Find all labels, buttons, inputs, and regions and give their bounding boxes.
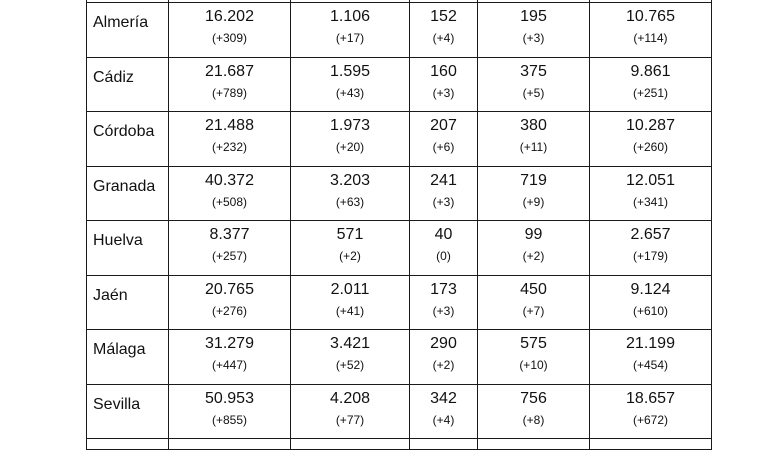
cell-value: 50.953: [205, 389, 254, 407]
table-cell: [291, 112, 410, 167]
cell-delta: (+4): [432, 412, 455, 427]
cell-value: 9.124: [630, 280, 671, 298]
cell-delta: (+672): [632, 412, 669, 427]
table-cell: [291, 221, 410, 276]
table-cell: [410, 275, 478, 330]
table-cell: [590, 166, 712, 221]
cell-delta: (+2): [432, 358, 455, 372]
table-cell: [410, 221, 478, 276]
table-cell: [169, 112, 291, 167]
table-cell: [410, 439, 478, 450]
table-cell: [478, 384, 590, 439]
cell-value: 8.377: [209, 226, 250, 243]
table-cell: [478, 330, 590, 385]
cell-delta: (+9): [522, 194, 545, 209]
cell-value: 290: [430, 335, 457, 352]
cell-value: 40.372: [205, 171, 254, 189]
cell-value: 1.973: [329, 117, 371, 134]
province-cell: [87, 221, 169, 276]
cell-delta: (+309): [211, 31, 248, 45]
table-cell: [590, 384, 712, 439]
province-cell: [87, 384, 169, 439]
cell-delta: (+52): [335, 358, 365, 372]
cell-value: 99: [524, 226, 543, 243]
table-row: [87, 221, 712, 276]
cell-value: 719: [520, 171, 547, 189]
cell-delta: (+454): [632, 358, 669, 372]
table-cell: [590, 221, 712, 276]
cell-value: 20.765: [205, 280, 254, 298]
province-name: Huelva: [93, 232, 143, 249]
cell-value: 756: [520, 389, 547, 407]
cell-delta: (+2): [339, 249, 361, 263]
cell-delta: (+447): [211, 358, 248, 372]
table-cell: [169, 275, 291, 330]
cell-delta: (+341): [632, 194, 669, 209]
province-cell: [87, 275, 169, 330]
cell-delta: (+179): [632, 249, 669, 263]
table-row: [87, 166, 712, 221]
table-cell: [410, 112, 478, 167]
province-name: Almería: [93, 14, 149, 31]
table-row: [87, 112, 712, 167]
table-cell: [291, 384, 410, 439]
table-row: [87, 384, 712, 439]
province-cell: [87, 3, 169, 58]
cell-delta: (+2): [522, 249, 545, 263]
province-cell: [87, 57, 169, 112]
cell-value: 21.687: [205, 62, 254, 80]
cell-delta: (+20): [335, 140, 365, 154]
cell-delta: (+43): [335, 85, 365, 100]
table-cell: [169, 57, 291, 112]
table-cell: [590, 112, 712, 167]
table-cell: [410, 330, 478, 385]
cell-value: 2.657: [630, 226, 671, 243]
cell-value: 10.287: [626, 117, 675, 134]
table-row: [87, 3, 712, 58]
cell-value: 575: [520, 335, 547, 352]
table-cell: [169, 384, 291, 439]
table-cell: [478, 57, 590, 112]
table-cell: [291, 3, 410, 58]
cell-delta: (+114): [633, 31, 668, 45]
cell-value: 12.051: [626, 171, 675, 189]
table-row: [87, 57, 712, 112]
cell-value: 1.595: [329, 62, 371, 80]
table-cell: [590, 275, 712, 330]
cell-value: 160: [430, 62, 457, 80]
cell-delta: (+3): [522, 31, 545, 45]
table-cell: [410, 166, 478, 221]
cell-value: 2.011: [330, 280, 370, 298]
cell-delta: (+3): [432, 85, 455, 100]
table-cell: [478, 439, 590, 450]
cell-value: 450: [520, 280, 547, 298]
table-cell: [590, 330, 712, 385]
province-name: Sevilla: [93, 395, 141, 413]
cell-value: 3.203: [329, 171, 371, 189]
province-stats-table: [86, 0, 712, 450]
cell-value: 31.279: [205, 335, 254, 352]
table-row: [87, 330, 712, 385]
table-footer-row-cut: [87, 439, 712, 450]
province-name: Córdoba: [93, 123, 155, 140]
cell-value: 9.861: [630, 62, 671, 80]
table-cell: [169, 166, 291, 221]
table-cell: [291, 330, 410, 385]
table-cell: [291, 275, 410, 330]
table-cell: [410, 384, 478, 439]
table-row: [87, 275, 712, 330]
table-cell: [478, 221, 590, 276]
cell-value: 375: [520, 62, 547, 80]
table-cell: [478, 3, 590, 58]
cell-value: 16.202: [205, 8, 254, 25]
table-cell: [590, 3, 712, 58]
cell-delta: (+7): [522, 303, 545, 318]
cell-delta: (+789): [211, 85, 248, 100]
province-name: Jaén: [93, 286, 128, 304]
table-cell: [169, 221, 291, 276]
table-cell: [291, 57, 410, 112]
table-cell: [169, 3, 291, 58]
cell-delta: (+508): [211, 194, 248, 209]
table-cell: [410, 57, 478, 112]
cell-delta: (+3): [432, 194, 455, 209]
cell-value: 21.199: [626, 335, 675, 352]
province-cell: [87, 330, 169, 385]
cell-value: 1.106: [329, 8, 371, 25]
cell-value: 18.657: [626, 389, 675, 407]
cell-value: 173: [430, 280, 457, 298]
cell-delta: (+41): [335, 303, 365, 318]
province-name: Cádiz: [93, 68, 134, 86]
cell-delta: (+276): [211, 303, 248, 318]
table-cell: [478, 112, 590, 167]
province-cell: [87, 166, 169, 221]
cell-delta: (+8): [522, 412, 545, 427]
province-name: Málaga: [93, 341, 146, 358]
cell-value: 10.765: [626, 8, 675, 25]
cell-delta: (+855): [211, 412, 248, 427]
cell-delta: (+257): [211, 249, 248, 263]
cell-delta: (+6): [432, 140, 455, 154]
table-cell: [169, 330, 291, 385]
cell-value: 342: [430, 389, 457, 407]
cell-value: 152: [430, 8, 457, 25]
cell-delta: (+11): [519, 140, 548, 154]
province-cell: [87, 112, 169, 167]
table-cell: [291, 439, 410, 450]
cell-delta: (+232): [211, 140, 248, 154]
cell-value: 21.488: [205, 117, 254, 134]
cell-value: 380: [520, 117, 547, 134]
cell-delta: (+5): [522, 85, 545, 100]
cell-delta: (0): [436, 249, 451, 263]
table-cell: [410, 3, 478, 58]
cell-value: 40: [434, 226, 453, 243]
table-cell: [87, 439, 169, 450]
table-cell: [169, 439, 291, 450]
table-cell: [590, 57, 712, 112]
cell-delta: (+4): [432, 31, 455, 45]
cell-value: 195: [520, 8, 547, 25]
table-cell: [478, 166, 590, 221]
cell-value: 207: [430, 117, 457, 134]
cell-delta: (+17): [335, 31, 365, 45]
table-cell: [590, 439, 712, 450]
cell-delta: (+251): [632, 85, 669, 100]
province-name: Granada: [93, 177, 156, 195]
cell-delta: (+63): [335, 194, 365, 209]
table-cell: [291, 166, 410, 221]
cell-value: 3.421: [329, 335, 371, 352]
cell-value: 241: [430, 171, 457, 189]
cell-delta: (+260): [632, 140, 669, 154]
cell-delta: (+10): [519, 358, 548, 372]
table-cell: [478, 275, 590, 330]
cell-value: 571: [336, 226, 364, 243]
cell-value: 4.208: [329, 389, 371, 407]
cell-delta: (+3): [432, 303, 455, 318]
cell-delta: (+77): [335, 412, 365, 427]
cell-delta: (+610): [632, 303, 669, 318]
